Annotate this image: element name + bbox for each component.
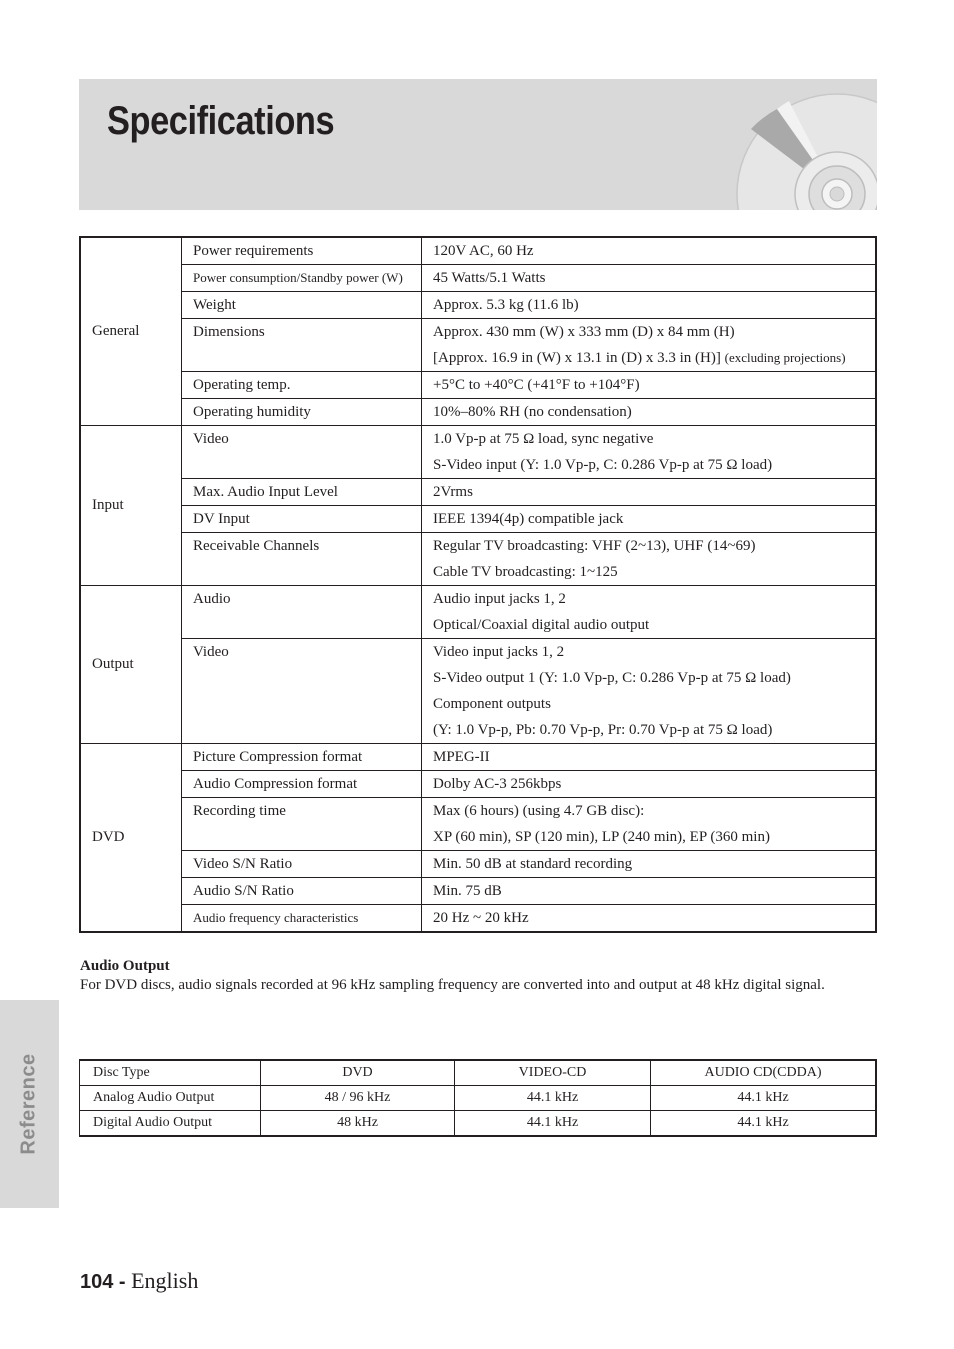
spec-row	[80, 771, 876, 798]
spec-row	[80, 319, 876, 372]
disc-table-header-cell: AUDIO CD(CDDA)	[651, 1060, 877, 1086]
spec-item-cell	[182, 798, 422, 851]
spec-row	[80, 905, 876, 933]
audio-output-section	[80, 957, 900, 995]
spec-value: [Approx. 16.9 in (W) x 13.1 in (D) x 3.3 in (H)]	[433, 350, 721, 366]
disc-table-cell: 44.1 kHz	[651, 1111, 877, 1137]
spec-item: Power consumption/Standby power (W)	[193, 270, 403, 285]
disc-table-header-row	[80, 1060, 877, 1086]
audio-output-text: For DVD discs, audio signals recorded at 96 kHz sampling frequency are converted into and output at 48 kHz digital signal.	[80, 977, 825, 993]
spec-value: Component outputs	[433, 696, 551, 712]
spec-value-cell	[422, 639, 877, 744]
spec-item-cell	[182, 265, 422, 292]
spec-value-cell	[422, 878, 877, 905]
spec-value: 1.0 Vp-p at 75 Ω load, sync negative	[433, 431, 654, 447]
spec-row	[80, 798, 876, 851]
disc-table-row	[80, 1086, 877, 1111]
spec-category: DVD	[80, 744, 182, 933]
spec-category: Input	[80, 426, 182, 586]
side-tab-label: Reference	[17, 1053, 40, 1155]
spec-value: Regular TV broadcasting: VHF (2~13), UHF (14~69)	[433, 538, 756, 554]
spec-row	[80, 237, 876, 265]
spec-value: MPEG-II	[433, 749, 490, 765]
spec-value-cell	[422, 426, 877, 479]
side-tab	[0, 1000, 59, 1208]
disc-table-cell: Analog Audio Output	[80, 1086, 261, 1111]
spec-value-cell	[422, 265, 877, 292]
spec-value: 10%–80% RH (no condensation)	[433, 404, 632, 420]
spec-value: Video input jacks 1, 2	[433, 644, 565, 660]
spec-item: Recording time	[193, 803, 286, 819]
spec-item: Picture Compression format	[193, 749, 363, 765]
spec-category: General	[80, 237, 182, 426]
disc-table-header-cell: DVD	[261, 1060, 455, 1086]
spec-value-cell	[422, 586, 877, 639]
page-title: Specifications	[107, 99, 335, 143]
spec-item: Operating humidity	[193, 404, 311, 420]
disc-table-cell: 44.1 kHz	[455, 1086, 651, 1111]
disc-table-header-cell: VIDEO-CD	[455, 1060, 651, 1086]
spec-value-note: (excluding projections)	[724, 350, 846, 365]
spec-value-cell	[422, 372, 877, 399]
spec-row	[80, 851, 876, 878]
spec-value-cell	[422, 744, 877, 771]
disc-table-cell: 48 / 96 kHz	[261, 1086, 455, 1111]
spec-value: Min. 50 dB at standard recording	[433, 856, 633, 872]
spec-value: 20 Hz ~ 20 kHz	[433, 910, 529, 926]
spec-value-cell	[422, 771, 877, 798]
header-band	[79, 79, 877, 210]
page-footer	[80, 1268, 198, 1294]
spec-item-cell	[182, 878, 422, 905]
spec-item-cell	[182, 506, 422, 533]
disc-table-row	[80, 1111, 877, 1137]
spec-value-cell	[422, 533, 877, 586]
disc-table-cell: Digital Audio Output	[80, 1111, 261, 1137]
spec-item-cell	[182, 533, 422, 586]
spec-row	[80, 265, 876, 292]
spec-item-cell	[182, 586, 422, 639]
spec-item: DV Input	[193, 511, 250, 527]
disc-table-cell: 44.1 kHz	[651, 1086, 877, 1111]
spec-row	[80, 506, 876, 533]
spec-value-cell	[422, 798, 877, 851]
disc-table-header-cell: Disc Type	[80, 1060, 261, 1086]
spec-value: +5°C to +40°C (+41°F to +104°F)	[433, 377, 640, 393]
specifications-table	[79, 236, 877, 933]
spec-value: XP (60 min), SP (120 min), LP (240 min), EP (360 min)	[433, 829, 770, 845]
spec-item-cell	[182, 399, 422, 426]
spec-value-cell	[422, 506, 877, 533]
spec-item: Dimensions	[193, 324, 265, 340]
spec-item-cell	[182, 905, 422, 933]
spec-value: Approx. 430 mm (W) x 333 mm (D) x 84 mm (H)	[433, 324, 735, 340]
spec-item-cell	[182, 319, 422, 372]
spec-value-cell	[422, 292, 877, 319]
spec-item: Audio S/N Ratio	[193, 883, 294, 899]
spec-value-cell	[422, 237, 877, 265]
spec-row	[80, 372, 876, 399]
spec-category: Output	[80, 586, 182, 744]
spec-value: Dolby AC-3 256kbps	[433, 776, 562, 792]
spec-item-cell	[182, 292, 422, 319]
spec-row	[80, 426, 876, 479]
spec-item: Video	[193, 431, 229, 447]
spec-item-cell	[182, 771, 422, 798]
spec-row	[80, 292, 876, 319]
spec-value: 2Vrms	[433, 484, 473, 500]
spec-value: 120V AC, 60 Hz	[433, 243, 534, 259]
spec-item: Video	[193, 644, 229, 660]
spec-item-cell	[182, 237, 422, 265]
spec-value: Min. 75 dB	[433, 883, 502, 899]
spec-row	[80, 586, 876, 639]
spec-item-cell	[182, 851, 422, 878]
spec-item: Power requirements	[193, 243, 314, 259]
spec-value: Audio input jacks 1, 2	[433, 591, 566, 607]
spec-item: Audio	[193, 591, 231, 607]
spec-value: IEEE 1394(4p) compatible jack	[433, 511, 624, 527]
spec-item: Audio Compression format	[193, 776, 358, 792]
spec-item-cell	[182, 479, 422, 506]
spec-row	[80, 639, 876, 744]
spec-row	[80, 479, 876, 506]
spec-value-cell	[422, 319, 877, 372]
disc-icon	[717, 79, 877, 210]
spec-value: Cable TV broadcasting: 1~125	[433, 564, 618, 580]
spec-item: Audio frequency characteristics	[193, 910, 359, 925]
disc-table-cell: 48 kHz	[261, 1111, 455, 1137]
audio-output-heading: Audio Output	[80, 958, 170, 974]
spec-value: S-Video input (Y: 1.0 Vp-p, C: 0.286 Vp-p at 75 Ω load)	[433, 457, 773, 473]
spec-value: Max (6 hours) (using 4.7 GB disc):	[433, 803, 645, 819]
spec-item-cell	[182, 372, 422, 399]
spec-item-cell	[182, 639, 422, 744]
spec-value-cell	[422, 905, 877, 933]
spec-row	[80, 744, 876, 771]
spec-item-cell	[182, 744, 422, 771]
spec-value: S-Video output 1 (Y: 1.0 Vp-p, C: 0.286 Vp-p at 75 Ω load)	[433, 670, 791, 686]
spec-item: Weight	[193, 297, 236, 313]
spec-row	[80, 533, 876, 586]
disc-table-cell: 44.1 kHz	[455, 1111, 651, 1137]
spec-row	[80, 399, 876, 426]
spec-value: Approx. 5.3 kg (11.6 lb)	[433, 297, 579, 313]
spec-item: Video S/N Ratio	[193, 856, 293, 872]
spec-value-cell	[422, 479, 877, 506]
spec-item: Max. Audio Input Level	[193, 484, 338, 500]
spec-item-cell	[182, 426, 422, 479]
page-language: English	[131, 1268, 199, 1293]
spec-value-cell	[422, 399, 877, 426]
spec-value-cell	[422, 851, 877, 878]
disc-output-table	[79, 1059, 877, 1137]
spec-value: 45 Watts/5.1 Watts	[433, 270, 546, 286]
spec-row	[80, 878, 876, 905]
spec-value: Optical/Coaxial digital audio output	[433, 617, 650, 633]
spec-value: (Y: 1.0 Vp-p, Pb: 0.70 Vp-p, Pr: 0.70 Vp-p at 75 Ω load)	[433, 722, 773, 738]
spec-item: Receivable Channels	[193, 538, 320, 554]
spec-item: Operating temp.	[193, 377, 291, 393]
page-number: 104 -	[80, 1271, 126, 1293]
